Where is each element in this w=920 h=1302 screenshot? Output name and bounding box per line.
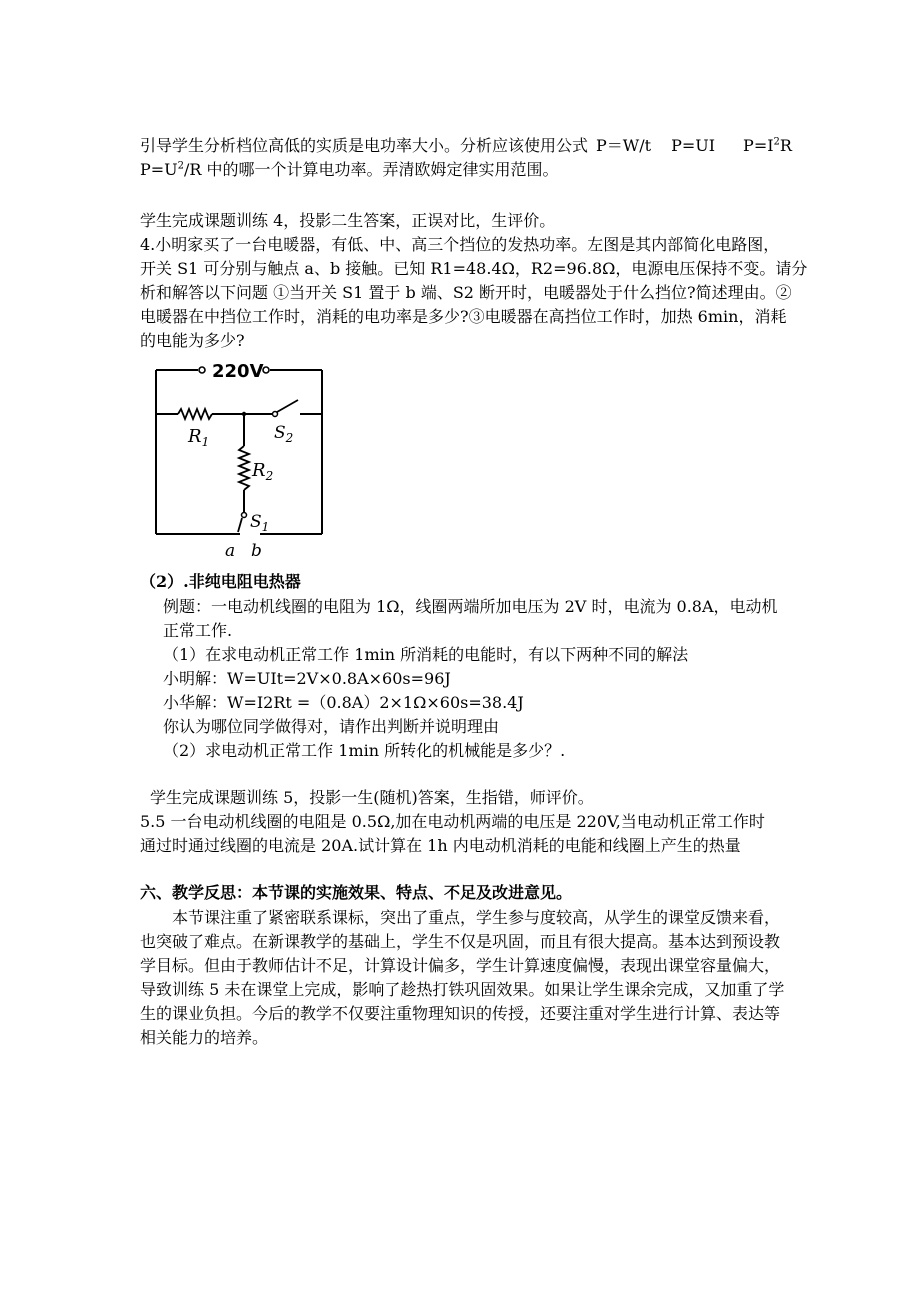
question-4-line: 开关 S1 可分别与触点 a、b 接触。已知 R1=48.4Ω，R2=96.8Ω，电源电压保持不变。请分 [140,259,808,278]
example-line: 你认为哪位同学做得对，请作出判断并说明理由 [163,717,500,736]
r2-label: $R_2$ [252,460,274,483]
reflection-line: 导致训练 5 未在课堂上完成，影响了趁热打铁巩固效果。如果让学生课余完成，又加重了学 [140,980,785,999]
question-4-line: 电暖器在中挡位工作时，消耗的电功率是多少?③电暖器在高挡位工作时，加热 6min，消耗 [140,307,787,326]
section-6-heading: 六、教学反思：本节课的实施效果、特点、不足及改进意见。 [140,883,573,902]
training-4-intro: 学生完成课题训练 4，投影二生答案，正误对比，生评价。 [140,211,556,230]
example-line: 例题：一电动机线圈的电阻为 1Ω，线圈两端所加电压为 2V 时，电流为 0.8A，电动机 [163,597,778,616]
question-5-line: 通过时通过线圈的电流是 20A.试计算在 1h 内电动机消耗的电能和线圈上产生的热量 [140,836,741,855]
example-line: 小华解：W=I2Rt =（0.8A）2×1Ω×60s=38.4J [163,693,524,712]
question-5-line: 5.5 一台电动机线圈的电阻是 0.5Ω,加在电动机两端的电压是 220V,当电动机正常工作时 [140,812,765,831]
circuit-diagram [140,362,330,562]
reflection-line: 相关能力的培养。 [140,1028,269,1047]
contact-b-label: b [251,541,262,561]
reflection-line: 本节课注重了紧密联系课标，突出了重点，学生参与度较高，从学生的课堂反馈来看， [172,908,781,927]
formula-p-w-t: P＝W/t [596,136,652,155]
s2-label: $S_2$ [274,423,294,445]
question-4-line: 的电能为多少? [140,331,245,350]
s1-label: $S_1$ [250,512,270,534]
reflection-line: 学目标。但由于教师估计不足，计算设计偏多，学生计算速度偏慢，表现出课堂容量偏大， [140,956,781,975]
formula-line-2 [140,160,559,180]
question-4-line: 析和解答以下问题 ①当开关 S1 置于 b 端、S2 断开时，电暖器处于什么挡位?简述理由。② [140,283,792,302]
contact-a-label: a [225,541,236,561]
reflection-line: 生的课业负担。今后的教学不仅要注重物理知识的传授，还要注重对学生进行计算、表达等 [140,1004,781,1023]
example-line: 正常工作. [163,621,233,640]
formula-line-1 [140,136,792,156]
example-line: （2）求电动机正常工作 1min 所转化的机械能是多少？. [163,741,566,760]
section-2-heading: （2）.非纯电阻电热器 [140,572,301,591]
reflection-line: 也突破了难点。在新课教学的基础上，学生不仅是巩固，而且有很大提高。基本达到预设教 [140,932,781,951]
example-line: 小明解：W=UIt=2V×0.8A×60s=96J [163,669,451,688]
question-4-line: 4.小明家买了一台电暖器，有低、中、高三个挡位的发热功率。左图是其内部简化电路图， [140,235,780,254]
formula-p-i2r: $P=I^2R$ [743,136,792,155]
training-5-intro: 学生完成课题训练 5，投影一生(随机)答案，生指错，师评价。 [150,788,594,807]
example-line: （1）在求电动机正常工作 1min 所消耗的电能时，有以下两种不同的解法 [163,645,689,664]
text: 引导学生分析档位高低的实质是电功率大小。分析应该使用公式 [140,136,589,155]
voltage-label: 220V [212,362,264,382]
formula-p-ui: P=UI [671,136,716,155]
formula-p-u2-r: $P=U^2/R$ 中的哪一个计算电功率。弄清欧姆定律实用范围。 [140,160,559,179]
r1-label: $R_1$ [188,426,210,449]
